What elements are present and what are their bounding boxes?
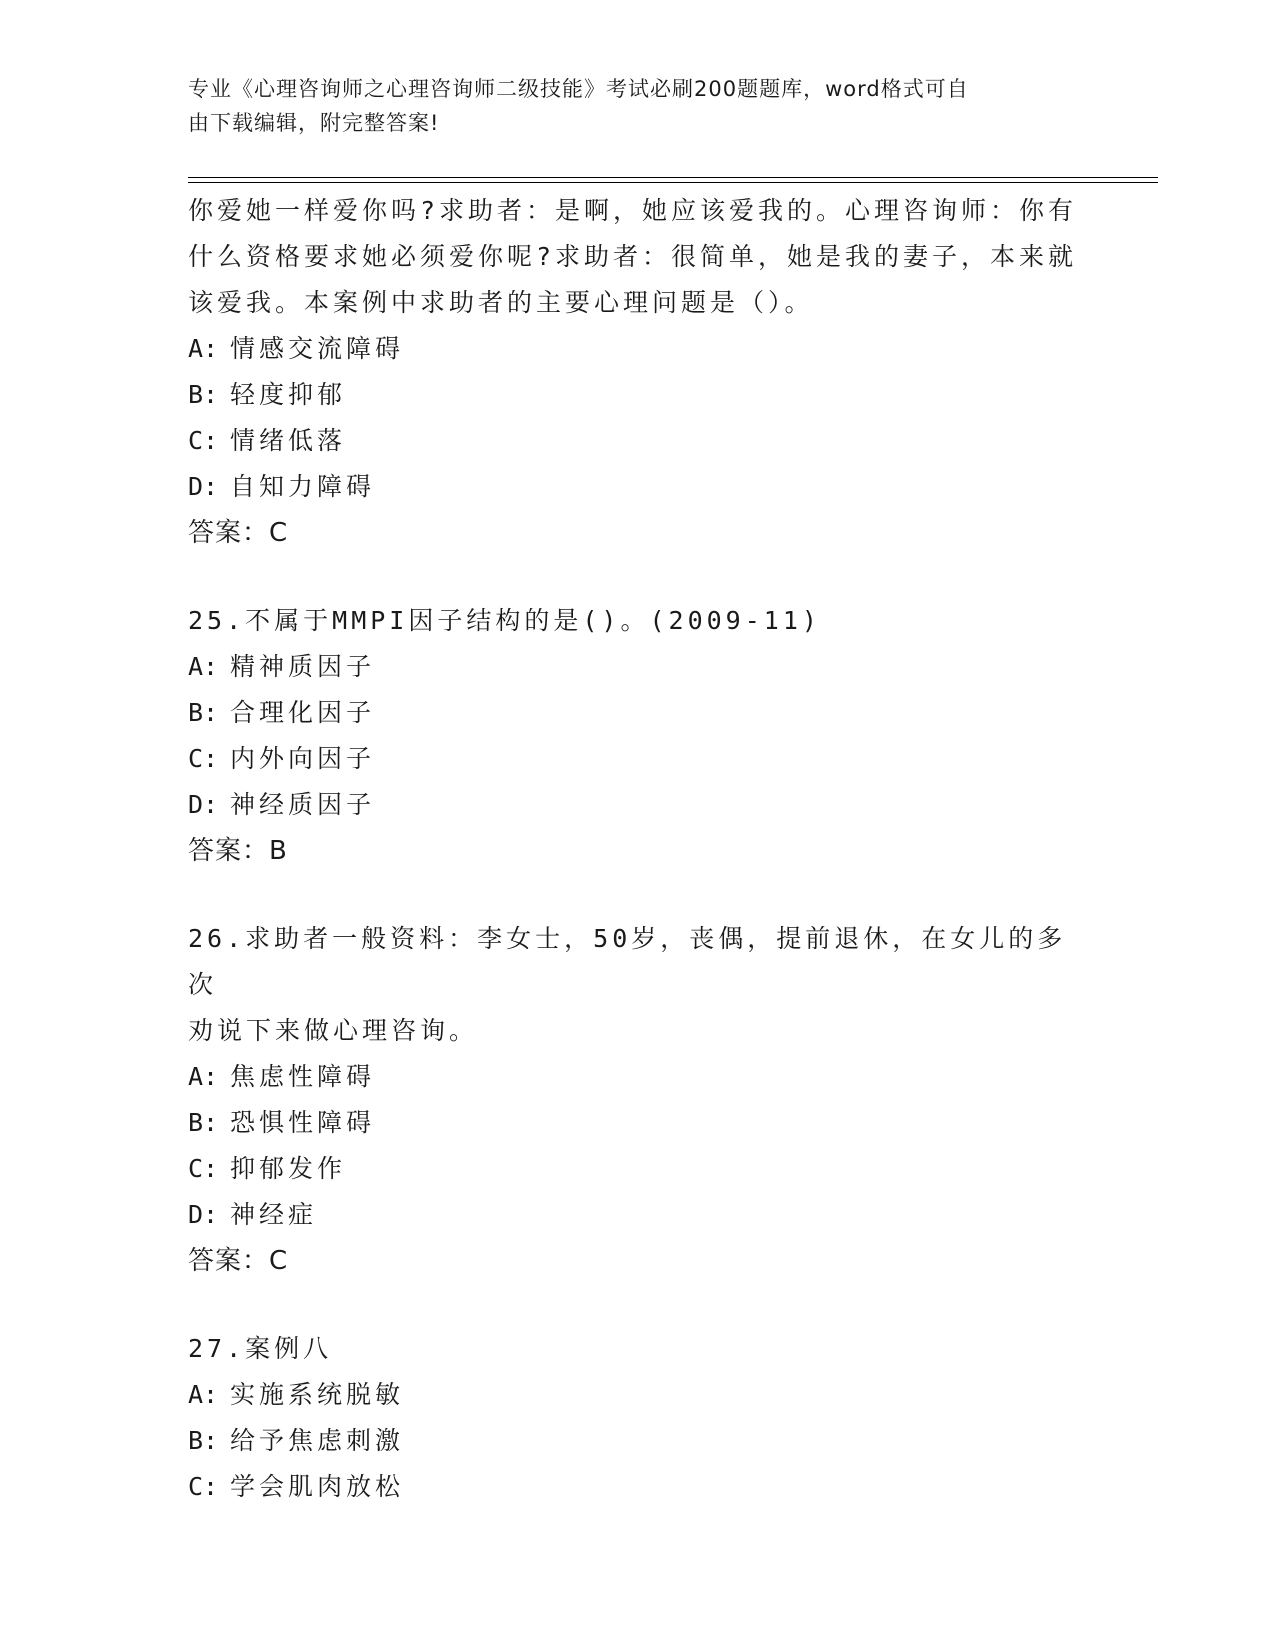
option-key: B: bbox=[188, 698, 219, 727]
option-d bbox=[188, 464, 1088, 510]
question-24 bbox=[188, 188, 1088, 556]
option-key: A: bbox=[188, 334, 219, 363]
header-divider-bottom bbox=[188, 182, 1158, 183]
option-key: C: bbox=[188, 426, 219, 455]
option-d bbox=[188, 782, 1088, 828]
option-text: 合理化因子 bbox=[230, 698, 376, 727]
question-spacer bbox=[188, 874, 1088, 916]
option-text: 恐惧性障碍 bbox=[230, 1108, 376, 1137]
stem-line: 26.求助者一般资料：李女士，50岁，丧偶，提前退休，在女儿的多次 bbox=[188, 924, 1067, 999]
header-line: 由下载编辑，附完整答案! bbox=[188, 111, 440, 135]
option-a bbox=[188, 1054, 1088, 1100]
question-25 bbox=[188, 598, 1088, 874]
option-key: D: bbox=[188, 472, 219, 501]
option-key: B: bbox=[188, 380, 219, 409]
option-text: 实施系统脱敏 bbox=[230, 1380, 405, 1409]
option-c bbox=[188, 736, 1088, 782]
option-text: 神经症 bbox=[230, 1200, 318, 1229]
option-b bbox=[188, 690, 1088, 736]
question-spacer bbox=[188, 1284, 1088, 1326]
option-b bbox=[188, 1418, 1088, 1464]
option-key: A: bbox=[188, 1062, 219, 1091]
question-list bbox=[188, 188, 1088, 1510]
option-c bbox=[188, 1146, 1088, 1192]
option-key: B: bbox=[188, 1108, 219, 1137]
option-key: A: bbox=[188, 652, 219, 681]
option-text: 精神质因子 bbox=[230, 652, 376, 681]
option-a bbox=[188, 1372, 1088, 1418]
option-c bbox=[188, 1464, 1088, 1510]
option-key: C: bbox=[188, 744, 219, 773]
option-text: 神经质因子 bbox=[230, 790, 376, 819]
header-line: 专业《心理咨询师之心理咨询师二级技能》考试必刷200题题库，word格式可自 bbox=[188, 77, 969, 101]
option-key: A: bbox=[188, 1380, 219, 1409]
option-text: 抑郁发作 bbox=[230, 1154, 347, 1183]
option-text: 轻度抑郁 bbox=[230, 380, 347, 409]
question-27 bbox=[188, 1326, 1088, 1510]
option-a bbox=[188, 644, 1088, 690]
option-text: 给予焦虑刺激 bbox=[230, 1426, 405, 1455]
answer-line: 答案：C bbox=[188, 1246, 289, 1276]
option-b bbox=[188, 1100, 1088, 1146]
option-key: C: bbox=[188, 1472, 219, 1501]
option-text: 焦虑性障碍 bbox=[230, 1062, 376, 1091]
header-divider-top bbox=[188, 177, 1158, 178]
option-text: 学会肌肉放松 bbox=[230, 1472, 405, 1501]
option-key: B: bbox=[188, 1426, 219, 1455]
answer-line: 答案：C bbox=[188, 518, 289, 548]
stem-line: 劝说下来做心理咨询。 bbox=[188, 1016, 479, 1045]
option-a bbox=[188, 326, 1088, 372]
option-d bbox=[188, 1192, 1088, 1238]
option-text: 情感交流障碍 bbox=[230, 334, 405, 363]
stem-line: 该爱我。本案例中求助者的主要心理问题是（）。 bbox=[188, 288, 814, 317]
option-key: C: bbox=[188, 1154, 219, 1183]
option-text: 内外向因子 bbox=[230, 744, 376, 773]
stem-line: 27.案例八 bbox=[188, 1334, 333, 1363]
stem-line: 你爱她一样爱你吗?求助者：是啊，她应该爱我的。心理咨询师：你有 bbox=[188, 196, 1078, 225]
option-text: 情绪低落 bbox=[230, 426, 347, 455]
stem-line: 什么资格要求她必须爱你呢?求助者：很简单，她是我的妻子，本来就 bbox=[188, 242, 1078, 271]
option-key: D: bbox=[188, 1200, 219, 1229]
question-26 bbox=[188, 916, 1088, 1284]
option-c bbox=[188, 418, 1088, 464]
stem-line: 25.不属于MMPI因子结构的是()。(2009-11) bbox=[188, 606, 821, 635]
question-stem bbox=[188, 1326, 1088, 1372]
option-key: D: bbox=[188, 790, 219, 819]
question-stem bbox=[188, 916, 1088, 1054]
answer-line: 答案：B bbox=[188, 836, 288, 866]
question-stem bbox=[188, 188, 1088, 326]
question-spacer bbox=[188, 556, 1088, 598]
option-b bbox=[188, 372, 1088, 418]
question-stem bbox=[188, 598, 1088, 644]
document-header bbox=[188, 72, 1068, 140]
option-text: 自知力障碍 bbox=[230, 472, 376, 501]
